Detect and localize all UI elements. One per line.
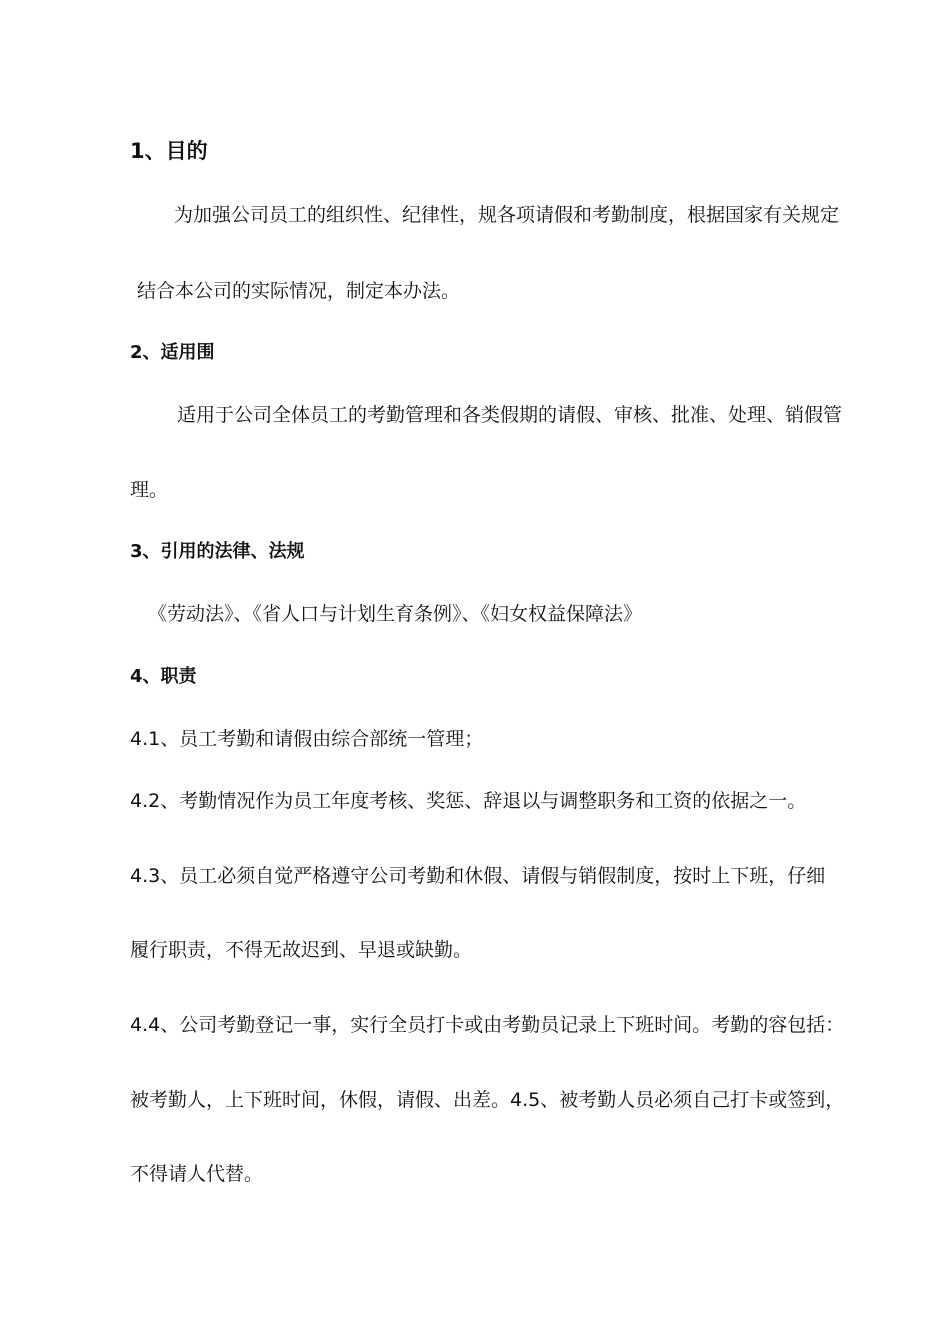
section-1-paragraph-line-2: 结合本公司的实际情况，制定本办法。 xyxy=(137,280,461,302)
section-4-item-4-1: 4.1、员工考勤和请假由综合部统一管理； xyxy=(130,728,484,750)
section-4-item-4-4-line-2: 被考勤人，上下班时间，休假，请假、出差。4.5、被考勤人员必须自己打卡或签到， xyxy=(130,1089,845,1111)
section-4-item-4-3-line-1: 4.3、员工必须自觉严格遵守公司考勤和休假、请假与销假制度，按时上下班，仔细 xyxy=(130,865,826,887)
section-1-paragraph-line-1: 为加强公司员工的组织性、纪律性，规各项请假和考勤制度，根据国家有关规定 xyxy=(174,204,840,226)
section-4-item-4-2: 4.2、考勤情况作为员工年度考核、奖惩、辞退以与调整职务和工资的依据之一。 xyxy=(130,790,807,812)
section-4-item-4-5-line-2: 不得请人代替。 xyxy=(130,1163,264,1185)
section-4-item-4-4-line-1: 4.4、公司考勤登记一事，实行全员打卡或由考勤员记录上下班时间。考勤的容包括： xyxy=(130,1014,845,1036)
section-2-heading: 2、适用围 xyxy=(130,342,215,363)
section-1-heading: 1、目的 xyxy=(130,139,208,163)
section-3-paragraph-line-1: 《劳动法》、《省人口与计划生育条例》、《妇女权益保障法》 xyxy=(148,603,643,625)
section-2-paragraph-line-1: 适用于公司全体员工的考勤管理和各类假期的请假、审核、批准、处理、销假管 xyxy=(177,404,843,426)
section-4-heading: 4、职责 xyxy=(130,666,197,687)
section-3-heading: 3、引用的法律、法规 xyxy=(130,541,305,562)
section-2-paragraph-line-2: 理。 xyxy=(130,479,169,501)
section-4-item-4-3-line-2: 履行职责，不得无故迟到、早退或缺勤。 xyxy=(130,939,473,961)
